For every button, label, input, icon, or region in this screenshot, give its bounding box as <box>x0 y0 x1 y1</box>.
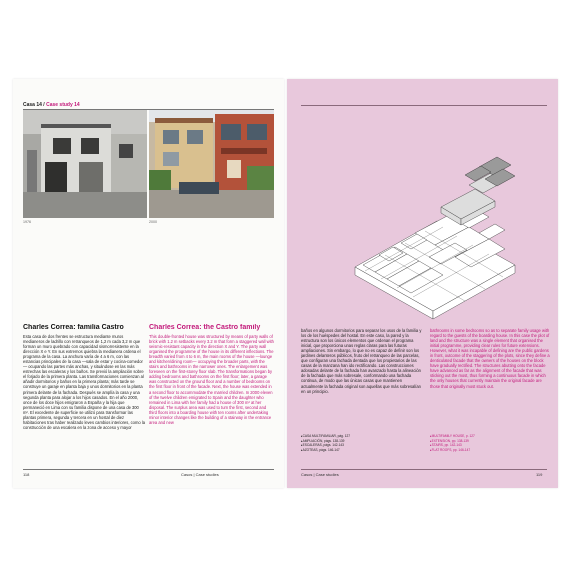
spanish-continuation <box>301 328 425 428</box>
running-head-es: Casa 14 <box>23 102 42 108</box>
axonometric-drawing <box>345 139 525 339</box>
photo-2000-caption: 2000 <box>149 220 157 224</box>
cross-references-en <box>430 434 475 452</box>
cross-reference-item[interactable]: ▸ CASA MULTIFAMILIAR, pág. 127 <box>301 434 350 439</box>
cross-references-es <box>301 434 350 452</box>
page-number-right: 119 <box>536 472 543 477</box>
footer-rule-right <box>301 469 547 470</box>
english-column <box>149 324 274 461</box>
cross-reference-item[interactable]: ▸ MULTIFAMILY HOUSE, p. 127 <box>430 434 475 439</box>
spanish-body: Esta casa de dos frentes se estructura mediante muros medianeros de ladrillo con retranqueos de 1,2 m cada 3,2 m que forman un muro quebrado con capacidad sismorresistente en la dirección X e Y. En sus extremos quiebra la medianera ordena el programa de la casa. La anchura varía de 4 a 6 m, con las estancias principales de la casa —sala de estar y cocina-comedor— ocupando las partes más anchas, y situándose en las más estrechas las escaleras y los baños. Se previó la ampliación sobre el forjado de la primera planta. Las transformaciones comienzan al añadir dormitorios y baños en la primera planta; más tarde se construye un garaje en planta baja y unos dormitorios en la planta primera delante de la fachada. Después se amplía la casa y una segunda planta para alojar a los hijos casados. En el año 2000, once de los doce hijos emigraron a España y la hija que permaneció en Lima con su familia dispone de una casa de 300 m². El excedente de superficie se utilizó para transformar las plantas primera, segunda y tercera en un hostal de diez habitaciones tras haber realizado leves cambios interiores, como la construcción de una escalera en la zona de acceso y mayor <box>23 334 145 430</box>
footer-rule <box>23 469 274 470</box>
cross-reference-item[interactable]: ▸ AMPLIACIÓN, págs. 138-139 <box>301 439 350 444</box>
spanish-column <box>23 324 145 461</box>
cross-reference-item[interactable]: ▸ STAIRS, pp. 142-143 <box>430 443 475 448</box>
english-heading: Charles Correa: the Castro family <box>149 324 261 331</box>
cross-reference-item[interactable]: ▸ EXTENSION, pp. 138-139 <box>430 439 475 444</box>
footer-section-right: Casos | Case studies <box>301 472 339 477</box>
cross-reference-item[interactable]: ▸ ESCALERAS, págs. 142-143 <box>301 443 350 448</box>
running-head <box>23 102 80 108</box>
right-page <box>287 79 558 488</box>
english-continuation <box>430 328 550 428</box>
photo-1976-caption: 1976 <box>23 220 31 224</box>
english-body: This double-fronted house was structured by means of party walls of brick with 1.2 m setbacks every 3.2 m that form a staggered wall with seismic-resistant capacity in the direction X and Y. The party wall organised the programme of the house in its different inflections. The breadth varied from 4 to 6 m, the main rooms of the house —lounge and kitchen/dining room— occupying the broader parts, with the stairs and bathrooms in the narrower ones. The enlargement was foreseen on the first-storey floor slab. The transformations began by adding bedrooms and bathrooms on the first floor; later, a garage was constructed on the ground floor and a number of bedrooms on the first floor in front of the facade. Next, the house was extended in a second floor to accommodate the married children. In 2000 eleven of the twelve children emigrated to Spain and the daughter who remained in Lima with her family had a house of 300 m² at her disposal. The surplus area was used to turn the first, second and third floors into a boarding house with ten rooms after undertaking minor interior changes like the building of a stairway in the entrance area and new <box>149 334 274 425</box>
cross-reference-item[interactable]: ▸ FLAT ROOFS, pp. 146-147 <box>430 448 475 453</box>
running-head-en: Case study 14 <box>46 102 80 108</box>
running-head-separator: / <box>41 102 47 108</box>
photo-1976 <box>23 110 147 218</box>
spanish-continuation-body: baños en algunos dormitorios para separar los usos de la familia y los de los huéspedes del hostal. En este caso, la pared y la estructura son los únicos elementos que ordenan el programa inicial, que proporciona unas reglas claras para las futuras ampliaciones. Sin embargo, lo que no es capaz de definir son los jardines delanteros públicos, fruto del retranqueo de las parcelas, que configuran una fachada dentada que los propietarios de las casas de la manzana han ido rectificando. Las construcciones adosadas delante de la fachada han avanzado hasta la alineación de la fachada que más sobresale, conformando una fachada continua, de modo que las únicas casas que mantienen actualmente la fachada original son aquellas que más sobresalían en un principio. <box>301 328 422 394</box>
cross-reference-item[interactable]: ▸ AZOTEAS, págs. 146-147 <box>301 448 350 453</box>
page-number-left: 118 <box>23 472 30 477</box>
spanish-heading: Charles Correa: familia Castro <box>23 324 124 331</box>
english-continuation-body: bathrooms in some bedrooms so as to separate family usage with regard to the guests of the boarding house. In this case the plot of land and the structure was a single element that organised the initial programme, providing clear rules for future extensions. However, what it was incapable of defining are the public gardens in front, outcome of the staggering of the plots, since they define a denticulated facade that the owners of the houses on the block have gradually rectified. The structures abutting onto the facade have advanced as far as the alignment of the facade that was sticking out the most, thus forming a continuous facade in which the only houses that currently maintain the original facade are those that originally most stuck out. <box>430 328 550 389</box>
footer-section-left: Casos | Case studies <box>181 472 219 477</box>
photo-2000 <box>149 110 274 218</box>
left-page <box>13 79 284 488</box>
top-rule-right <box>301 105 547 106</box>
